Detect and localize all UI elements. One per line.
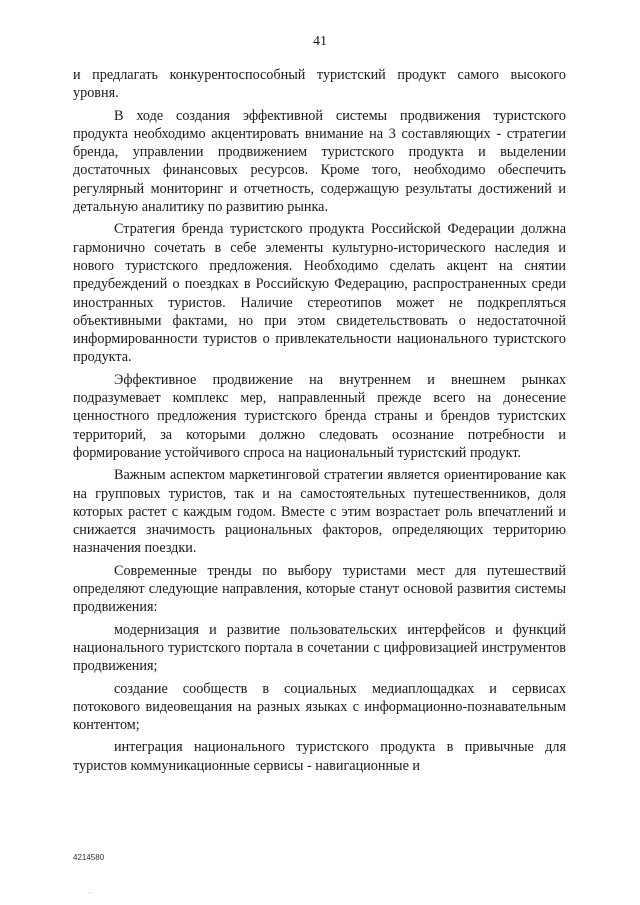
document-body (73, 66, 566, 779)
list-item: создание сообществ в социальных медиаплощадках и сервисах потокового видеовещания на разных языках с информационно-познавательным контентом; (73, 680, 566, 734)
document-code: 4214580 (73, 853, 105, 862)
paragraph-effective-promotion: Эффективное продвижение на внутреннем и внешнем рынках подразумевает комплекс мер, направленный прежде всего на донесение ценностного предложения туристского бренда страны и брендов туристских территорий, за которыми должно следовать осознание потребности и формирование устойчивого спроса на национальный туристский продукт. (73, 371, 566, 461)
paragraph-trends: Современные тренды по выбору туристами мест для путешествий определяют следующие направления, которые станут основой развития системы продвижения: (73, 562, 566, 616)
paragraph-marketing-aspect: Важным аспектом маркетинговой стратегии является ориентирование как на групповых туристов, так и на самостоятельных путешественников, доля которых растет с каждым годом. Вместе с этим возрастает роль впечатлений и снижается значимость рациональных факторов, определяющих территорию назначения поездки. (73, 467, 566, 557)
page-number: 41 (313, 34, 327, 49)
paragraph-brand-strategy: Стратегия бренда туристского продукта Российской Федерации должна гармонично сочетать в себе элементы культурно-исторического наследия и нового туристского предложения. Необходимо сделать акцент на снятии предубеждений о поездках в Российскую Федерацию, распространенных среди иностранных туристов. Наличие стереотипов может не подкрепляться объективными фактами, но при этом свидетельствовать о недостаточной информированности туристов о привлекательности национального туристского продукта. (73, 221, 566, 366)
paragraph-continuation: и предлагать конкурентоспособный туристский продукт самого высокого уровня. (73, 67, 566, 102)
footer-mark: . (89, 886, 91, 895)
paragraph-promotion-system: В ходе создания эффективной системы продвижения туристского продукта необходимо акцентировать внимание на 3 составляющих - стратегии бренда, управлении продвижением туристского продукта и выделении достаточных финансовых ресурсов. Кроме того, необходимо обеспечить регулярный мониторинг и отчетность, содержащую результаты достижений и детальную аналитику по развитию рынка. (73, 107, 566, 216)
list-item: модернизация и развитие пользовательских интерфейсов и функций национального туристского портала в сочетании с цифровизацией инструментов продвижения; (73, 621, 566, 675)
list-item: интеграция национального туристского продукта в привычные для туристов коммуникационные сервисы - навигационные и (73, 739, 566, 774)
